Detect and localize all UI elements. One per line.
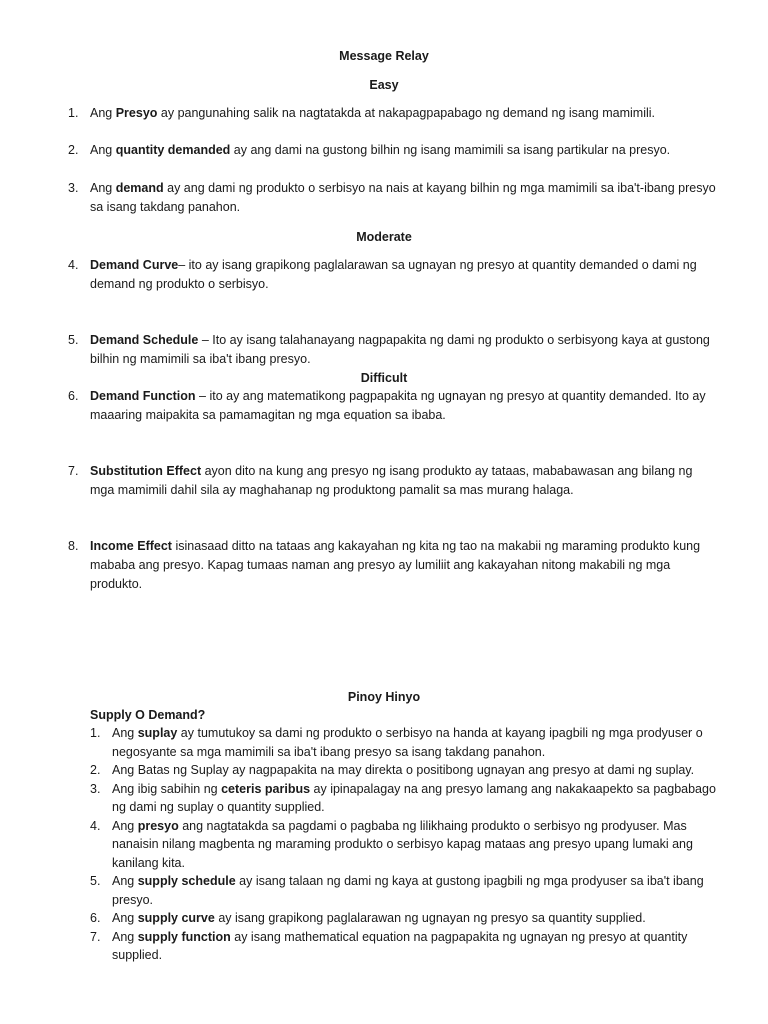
item-text: ay isang grapikong paglalarawan ng ugnayan ng presyo sa quantity supplied. xyxy=(214,911,646,925)
item-number: 4. xyxy=(68,258,79,272)
list-item xyxy=(90,928,730,965)
item-text: Ang xyxy=(90,106,116,120)
item-number: 5. xyxy=(68,333,79,347)
item-text: – ito ay ang matematikong pagpapakita ng ugnayan ng presyo at quantity demanded. Ito ay maaaring maipakita sa pamamagitan ng mga equation sa ibaba. xyxy=(90,389,706,422)
item-text: Ang xyxy=(112,929,138,944)
item-term: Demand Curve xyxy=(90,258,179,272)
item-text: ayon dito na kung ang presyo ng isang produkto ay tataas, mababawasan ang bilang ng mga mamimili dahil sila ay maghahanap ng produktong pamalit sa mas murang halaga. xyxy=(90,464,693,497)
item-text: Ang xyxy=(90,181,116,195)
item-text: ay isang mathematical equation na pagpapakita ng ugnayan ng presyo at quantity supplied. xyxy=(112,929,688,962)
list-item xyxy=(90,872,730,909)
section-title-pinoy-hinyo: Pinoy Hinyo xyxy=(347,690,421,704)
item-term: Income Effect xyxy=(90,539,172,553)
relay-item xyxy=(68,256,718,294)
item-text: Ang xyxy=(112,911,138,925)
relay-item xyxy=(68,141,718,160)
relay-item xyxy=(68,331,718,369)
item-number: 7. xyxy=(68,464,79,478)
item-number: 4. xyxy=(90,818,101,833)
item-text: ay ipinapalagay na ang presyo lamang ang nakakaapekto sa pagbabago ng dami ng suplay o quantity supplied. xyxy=(112,781,716,814)
item-text: ay ang dami ng produkto o serbisyo na nais at kayang bilhin ng mga mamimili sa iba't-ibang presyo sa isang takdang panahon. xyxy=(90,181,716,214)
pinoy-hinyo-list xyxy=(90,724,730,965)
item-term: supply schedule xyxy=(137,874,236,888)
item-text: ay pangunahing salik na nagtatakda at nakapagpapabago ng demand ng isang mamimili. xyxy=(157,106,655,120)
item-term: presyo xyxy=(137,818,179,833)
level-heading-difficult: Difficult xyxy=(360,371,408,385)
page-title: Message Relay xyxy=(339,49,429,63)
list-item xyxy=(90,817,730,873)
item-text: Ang ibig sabihin ng xyxy=(112,781,222,796)
item-number: 3. xyxy=(68,181,79,195)
item-text: ay isang talaan ng dami ng kaya at gustong ipagbili ng mga prodyuser sa iba't ibang presyo. xyxy=(112,874,704,907)
list-item xyxy=(90,909,730,928)
item-text: ay tumutukoy sa dami ng produkto o serbisyo na handa at kayang ipagbili ng mga prodyuser o negosyante sa mga mamimili sa iba't ibang presyo sa isang takdang panahon. xyxy=(112,726,703,759)
item-number: 3. xyxy=(90,781,101,796)
relay-item xyxy=(68,462,718,500)
item-text: Ang xyxy=(112,874,138,888)
item-number: 8. xyxy=(68,539,79,553)
item-text: Ang Batas ng Suplay ay nagpapakita na may direkta o positibong ugnayan ang presyo at dami ng suplay. xyxy=(112,763,695,777)
relay-item xyxy=(68,387,718,425)
item-text: isinasaad ditto na tataas ang kakayahan ng kita ng tao na makabii ng maraming produkto kung mababa ang presyo. Kapag tumaas naman ang presyo ay lumiliit ang kakayahan nitong makabili ng mga produkto. xyxy=(90,539,701,591)
item-term: ceteris paribus xyxy=(221,781,311,796)
item-text: ang nagtatakda sa pagdami o pagbaba ng lilikhaing produkto o serbisyo ng prodyuser. Mas nanaisin nilang magbenta ng maraming produkto o serbisyo kapag mataas ang presyo upang lumaki ang kanilang kita. xyxy=(112,818,693,870)
item-number: 1. xyxy=(68,106,79,120)
item-number: 2. xyxy=(90,763,101,777)
list-item xyxy=(90,724,730,761)
item-text: – ito ay isang grapikong paglalarawan sa ugnayan ng presyo at quantity demanded o dami ng demand ng produkto o serbisyo. xyxy=(90,258,697,291)
list-item xyxy=(90,761,730,780)
relay-item xyxy=(68,537,718,594)
item-term: supply curve xyxy=(137,911,215,925)
item-text: – Ito ay isang talahanayang nagpapakita ng dami ng produkto o serbisyong kaya at gustong bilhin ng mamimili sa iba't ibang presyo. xyxy=(90,333,710,366)
level-heading-moderate: Moderate xyxy=(356,230,412,244)
list-item xyxy=(90,780,730,817)
item-number: 1. xyxy=(90,726,101,740)
item-text: Ang xyxy=(90,143,116,157)
relay-item xyxy=(68,104,718,123)
item-number: 2. xyxy=(68,143,79,157)
item-text: Ang xyxy=(112,726,138,740)
item-term: Demand Function xyxy=(90,389,196,403)
item-term: quantity demanded xyxy=(115,143,231,157)
item-term: Substitution Effect xyxy=(90,464,202,478)
item-text: Ang xyxy=(112,818,138,833)
item-number: 6. xyxy=(90,911,101,925)
item-term: demand xyxy=(115,181,164,195)
item-number: 5. xyxy=(90,874,101,888)
item-text: ay ang dami na gustong bilhin ng isang mamimili sa isang partikular na presyo. xyxy=(230,143,671,157)
item-number: 6. xyxy=(68,389,79,403)
relay-item xyxy=(68,179,718,217)
item-term: Presyo xyxy=(115,106,158,120)
section-subtitle: Supply O Demand? xyxy=(90,708,206,722)
item-term: suplay xyxy=(137,726,178,740)
item-number: 7. xyxy=(90,929,101,944)
level-heading-easy: Easy xyxy=(369,78,399,92)
item-term: Demand Schedule xyxy=(90,333,199,347)
item-term: supply function xyxy=(137,929,231,944)
